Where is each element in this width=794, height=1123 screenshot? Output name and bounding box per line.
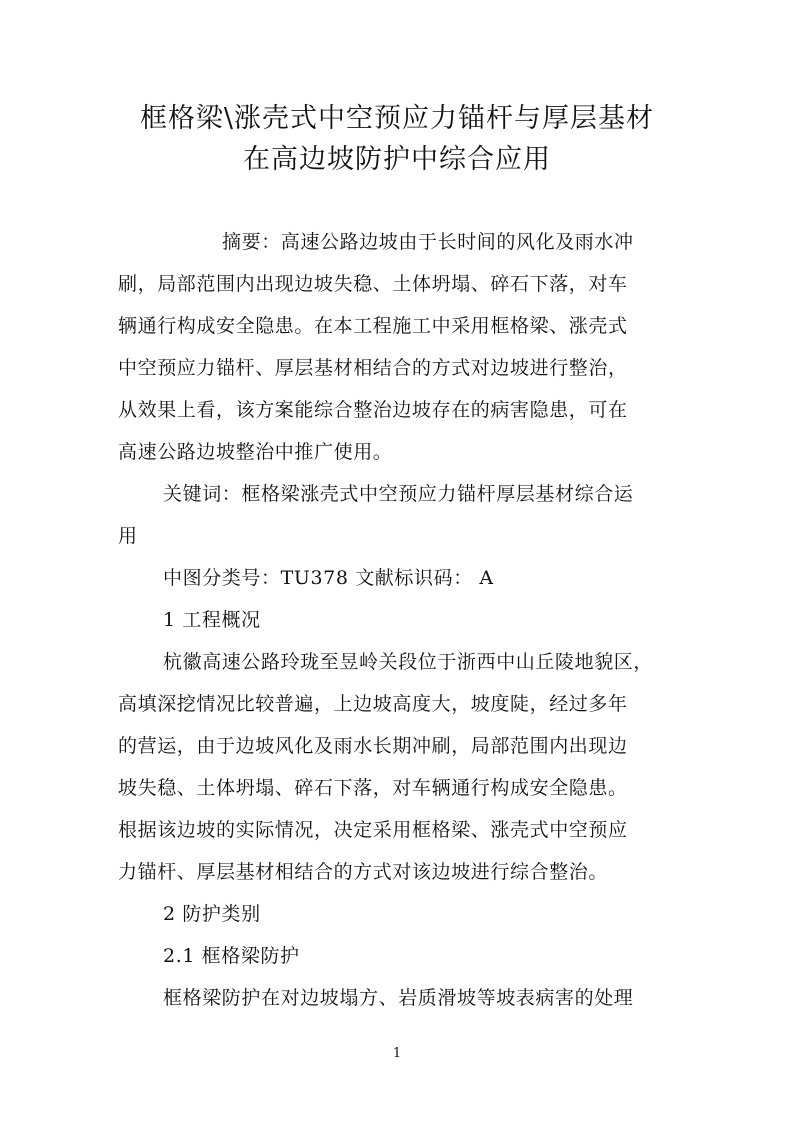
classification-line: 中图分类号：TU378 文献标识码： A xyxy=(163,567,494,589)
body-line: 框格梁防护在对边坡塌方、岩质滑坡等坡表病害的处理 xyxy=(163,987,634,1009)
subsection-heading: 2.1 框格梁防护 xyxy=(163,945,300,967)
document-title-line-2: 在高边坡防护中综合应用 xyxy=(243,144,551,175)
body-line: 高填深挖情况比较普遍，上边坡高度大，坡度陡，经过多年 xyxy=(118,693,628,715)
keywords-line: 关键词：框格梁涨壳式中空预应力锚杆厚层基材综合运 xyxy=(163,483,634,505)
keywords-line: 用 xyxy=(118,525,138,547)
body-line: 的营运，由于边坡风化及雨水长期冲刷，局部范围内出现边 xyxy=(118,735,628,757)
abstract-line: 从效果上看，该方案能综合整治边坡存在的病害隐患，可在 xyxy=(118,399,628,421)
body-line: 力锚杆、厚层基材相结合的方式对该边坡进行综合整治。 xyxy=(118,861,609,883)
section-heading: 1 工程概况 xyxy=(163,609,261,631)
page-number: 1 xyxy=(392,1046,402,1061)
abstract-line: 摘要：高速公路边坡由于长时间的风化及雨水冲 xyxy=(222,231,634,253)
section-heading: 2 防护类别 xyxy=(163,903,261,925)
document-title-line-1: 框格梁\涨壳式中空预应力锚杆与厚层基材 xyxy=(139,103,655,134)
body-line: 根据该边坡的实际情况，决定采用框格梁、涨壳式中空预应 xyxy=(118,819,628,841)
abstract-line: 辆通行构成安全隐患。在本工程施工中采用框格梁、涨壳式 xyxy=(118,315,628,337)
abstract-line: 中空预应力锚杆、厚层基材相结合的方式对边坡进行整治， xyxy=(118,357,628,379)
body-line: 坡失稳、土体坍塌、碎石下落，对车辆通行构成安全隐患。 xyxy=(118,777,628,799)
abstract-line: 刷，局部范围内出现边坡失稳、土体坍塌、碎石下落，对车 xyxy=(118,273,628,295)
abstract-line: 高速公路边坡整治中推广使用。 xyxy=(118,441,393,463)
body-line: 杭徽高速公路玲珑至昱岭关段位于浙西中山丘陵地貌区， xyxy=(163,651,654,673)
